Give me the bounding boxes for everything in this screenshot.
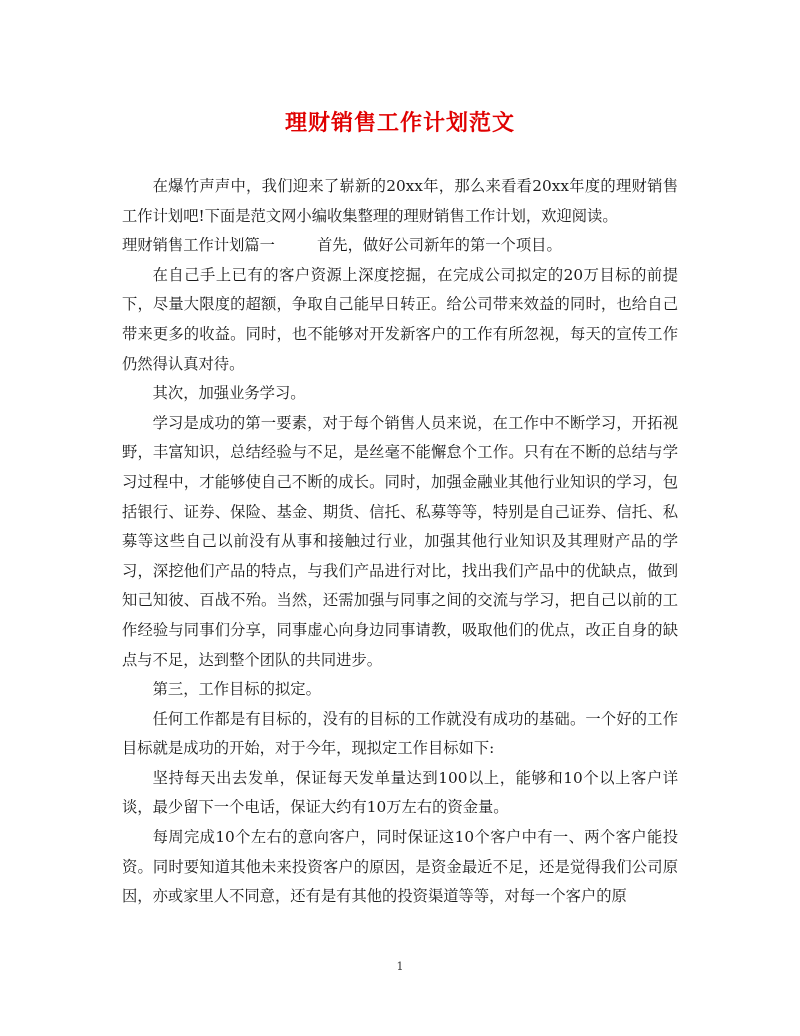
- document-body: [122, 172, 678, 912]
- body-paragraph-2: 其次，加强业务学习。: [152, 384, 306, 403]
- page-number: 1: [396, 960, 404, 973]
- body-paragraph-3: 学习是成功的第一要素，对于每个销售人员来说，在工作中不断学习，开拓视野，丰富知识，总结经验与不足，是丝毫不能懈怠个工作。只有在不断的总结与学习过程中，才能够使自己不断的成长。同时，加强金融业其他行业知识的学习，包括银行、证券、保险、基金、期货、信托、私募等等，特别是自己证券、信托、私募等这些自己以前没有从事和接触过行业，加强其他行业知识及其理财产品的学习，深挖他们产品的特点，与我们产品进行对比，找出我们产品中的优缺点，做到知己知彼、百战不殆。当然，还需加强与同事之间的交流与学习，把自己以前的工作经验与同事们分享，同事虚心向身边同事请教，吸取他们的优点，改正自身的缺点与不足，达到整个团队的共同进步。: [122, 413, 678, 669]
- body-paragraph-1: 在自己手上已有的客户资源上深度挖掘，在完成公司拟定的20万目标的前提下，尽量大限度的超额，争取自己能早日转正。给公司带来效益的同时，也给自己带来更多的收益。同时，也不能够对开发新客户的工作有所忽视，每天的宣传工作仍然得认真对待。: [122, 265, 678, 373]
- section-first-point: 首先，做好公司新年的第一个项目。: [316, 236, 562, 255]
- document-title: 理财销售工作计划范文: [284, 110, 515, 136]
- section-label: 理财销售工作计划篇一: [122, 236, 275, 255]
- body-paragraph-7: 每周完成10个左右的意向客户，同时保证这10个客户中有一、两个客户能投资。同时要知道其他未来投资客户的原因，是资金最近不足，还是觉得我们公司原因，亦或家里人不同意，还有是有其他的投资渠道等等，对每一个客户的原: [122, 828, 678, 906]
- intro-paragraph: 在爆竹声声中，我们迎来了崭新的20xx年，那么来看看20xx年度的理财销售工作计划吧!下面是范文网小编收集整理的理财销售工作计划，欢迎阅读。: [122, 177, 678, 225]
- body-paragraph-4: 第三，工作目标的拟定。: [152, 680, 321, 699]
- body-paragraph-6: 坚持每天出去发单，保证每天发单量达到100以上，能够和10个以上客户详谈，最少留下一个电话，保证大约有10万左右的资金量。: [122, 768, 678, 817]
- section-heading-line: [122, 231, 678, 261]
- body-paragraph-5: 任何工作都是有目标的，没有的目标的工作就没有成功的基础。一个好的工作目标就是成功的开始，对于今年，现拟定工作目标如下:: [122, 709, 678, 758]
